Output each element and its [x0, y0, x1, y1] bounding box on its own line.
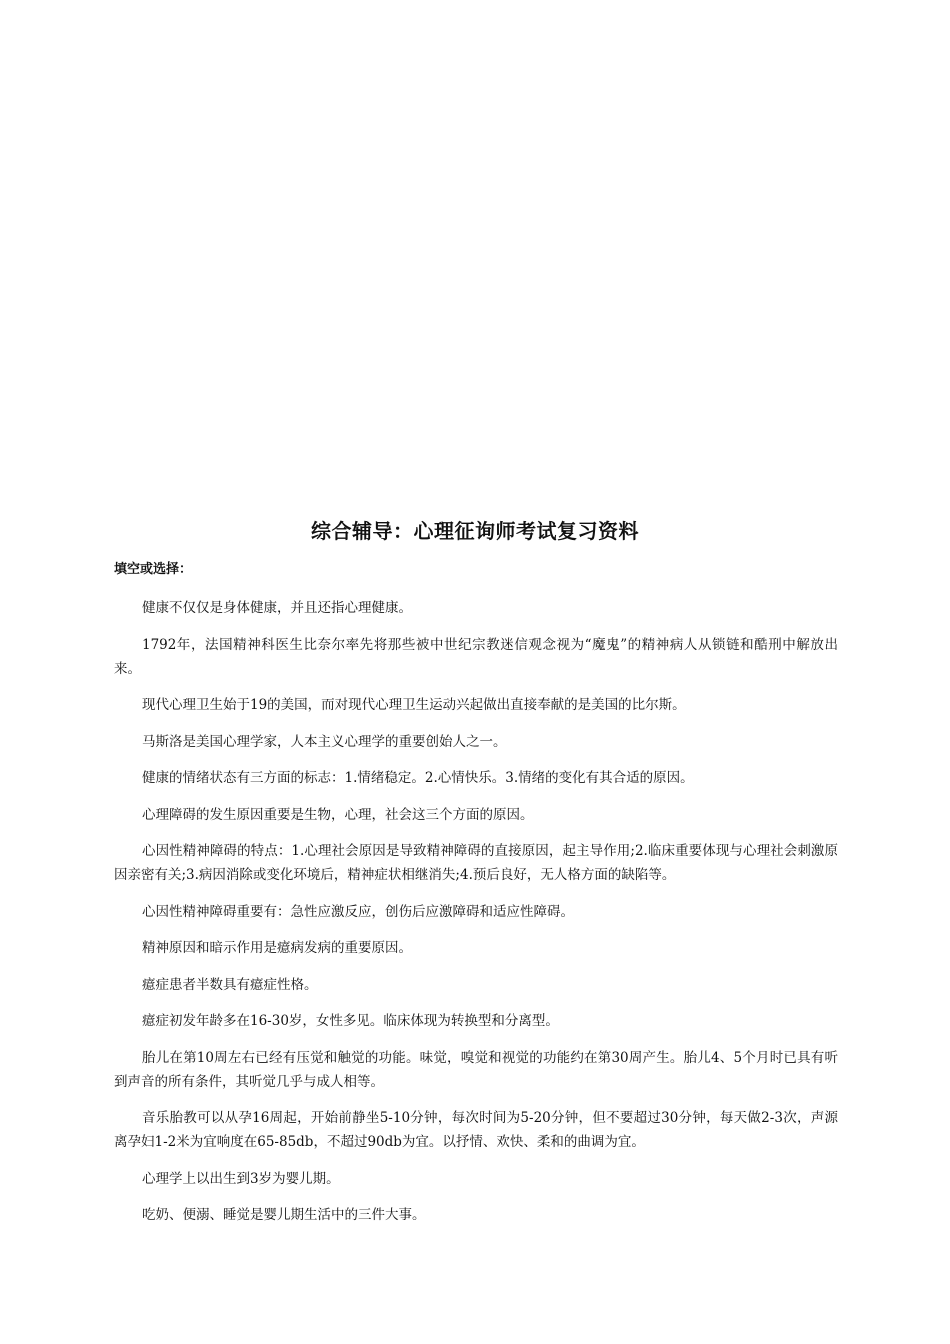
paragraph: 心因性精神障碍重要有：急性应激反应，创伤后应激障碍和适应性障碍。: [142, 903, 574, 920]
paragraph: 健康不仅仅是身体健康，并且还指心理健康。: [142, 600, 412, 616]
paragraph: 现代心理卫生始于19的美国，而对现代心理卫生运动兴起做出直接奉献的是美国的比尔斯。: [142, 697, 686, 713]
paragraph: 健康的情绪状态有三方面的标志：1.情绪稳定。2.心情快乐。3.情绪的变化有其合适的原因。: [142, 770, 694, 786]
document-title: 综合辅导：心理征询师考试复习资料: [311, 519, 639, 543]
paragraph: 心理障碍的发生原因重要是生物，心理，社会这三个方面的原因。: [142, 806, 534, 823]
paragraph: 心理学上以出生到3岁为婴儿期。: [142, 1170, 340, 1187]
paragraph: 1792年，法国精神科医生比奈尔率先将那些被中世纪宗教迷信观念视为“魔鬼”的精神病人从锁链和酷刑中解放出来。: [114, 636, 838, 677]
document-body: [114, 596, 838, 1240]
section-label: 填空或选择：: [114, 562, 193, 577]
paragraph: 音乐胎教可以从孕16周起，开始前静坐5-10分钟，每次时间为5-20分钟，但不要超过30分钟，每天做2-3次，声源离孕妇1-2米为宜响度在65-85db，不超过90db为宜。以抒情、欢快、柔和的曲调为宜。: [114, 1110, 838, 1150]
paragraph: 胎儿在第10周左右已经有压觉和触觉的功能。味觉，嗅觉和视觉的功能约在第30周产生。胎儿4、5个月时已具有听到声音的所有条件，其听觉几乎与成人相等。: [114, 1049, 838, 1090]
paragraph: 心因性精神障碍的特点：1.心理社会原因是导致精神障碍的直接原因，起主导作用;2.临床重要体现与心理社会刺激原因亲密有关;3.病因消除或变化环境后，精神症状相继消失;4.预后良好，无人格方面的缺陷等。: [114, 843, 838, 883]
paragraph: 马斯洛是美国心理学家，人本主义心理学的重要创始人之一。: [142, 733, 507, 750]
paragraph: 癔症患者半数具有癔症性格。: [142, 976, 318, 993]
paragraph: 吃奶、便溺、睡觉是婴儿期生活中的三件大事。: [142, 1207, 426, 1223]
paragraph: 癔症初发年龄多在16-30岁，女性多见。临床体现为转换型和分离型。: [142, 1013, 559, 1029]
paragraph: 精神原因和暗示作用是癔病发病的重要原因。: [142, 940, 412, 956]
